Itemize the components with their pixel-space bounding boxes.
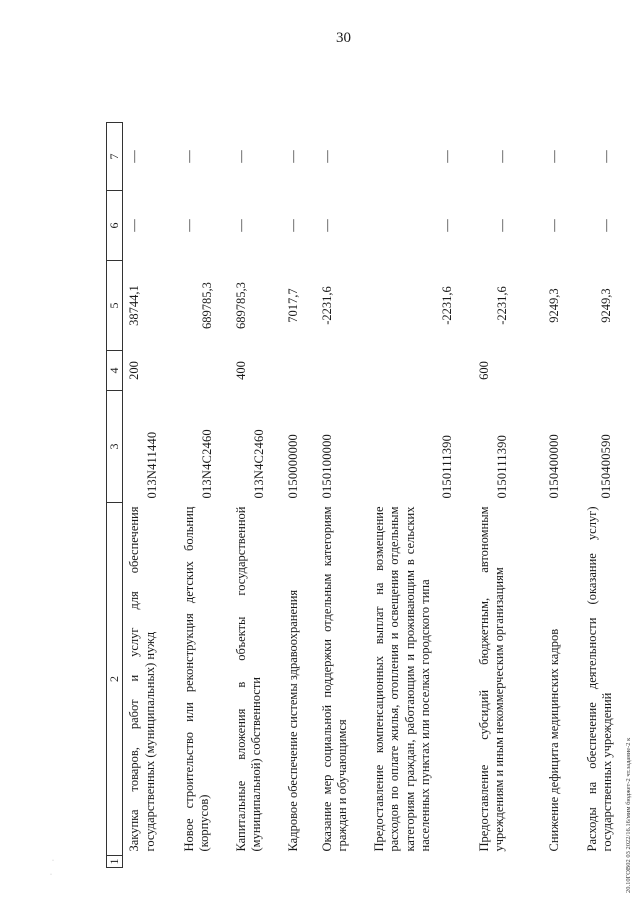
header-col-4: 4 [107, 351, 123, 391]
row-amount: 7017,7 [285, 288, 300, 323]
row-col7: — [285, 150, 300, 163]
row-code: 0150111390 [494, 434, 509, 499]
row-col6: — [285, 219, 300, 232]
row-col6: — [546, 219, 561, 232]
table-row [368, 123, 473, 868]
row-code: 0150111390 [439, 434, 454, 499]
row-name: Предоставление субсидий бюджетным, автономным учреждениям и иным некоммерческим организациям [476, 506, 507, 852]
row-type [282, 351, 316, 391]
table-row [282, 123, 316, 868]
row-amount: 689785,3 [199, 282, 214, 329]
row-code: 013N411440 [145, 431, 159, 499]
row-amount: 689785,3 [233, 282, 248, 329]
header-col-2: 2 [107, 503, 123, 856]
row-name: Оказание мер социальной поддержки отдельным категориям граждан и обучающимся [319, 506, 350, 852]
row-name: Капитальные вложения в объекты государственной (муниципальной) собственности [233, 506, 264, 852]
row-code: 0150400000 [546, 434, 561, 499]
row-col6: — [127, 219, 141, 232]
row-col7: — [494, 150, 509, 163]
row-code: 0150000000 [285, 434, 300, 499]
row-amount: -2231,6 [439, 286, 454, 325]
row-amount: -2231,6 [319, 286, 334, 325]
row-type [316, 351, 368, 391]
row-col6: — [494, 219, 509, 232]
row-col7: — [233, 150, 248, 163]
scan-dot: · [52, 858, 54, 864]
header-col-7: 7 [107, 123, 123, 191]
page-number: 30 [336, 30, 351, 46]
row-code: 0150400590 [598, 434, 613, 499]
row-name: Кадровое обеспечение системы здравоохранения [285, 589, 300, 852]
table-header-row [107, 123, 123, 868]
row-type [178, 351, 230, 391]
table-row [581, 123, 623, 868]
row-name: Расходы на обеспечение деятельности (оказание услуг) государственных учреждений [584, 506, 615, 852]
header-col-3: 3 [107, 391, 123, 503]
header-col-1: 1 [107, 856, 123, 868]
budget-table [106, 122, 623, 868]
table-row [473, 123, 543, 868]
row-col7: — [127, 150, 141, 163]
row-type: 200 [127, 361, 141, 380]
rotated-table-container [106, 123, 615, 868]
row-code: 013N4C2460 [251, 429, 266, 499]
row-col6: — [181, 219, 196, 232]
row-type [581, 351, 623, 391]
row-code: 013N4C2460 [199, 429, 214, 499]
row-col6: — [233, 219, 248, 232]
scan-dot: · [50, 872, 52, 878]
row-name: Закупка товаров, работ и услуг для обеспечения государственных (муниципальных) нужд [127, 506, 157, 852]
row-amount: 9249,3 [598, 288, 613, 323]
row-col7: — [319, 150, 334, 163]
row-name: Снижение дефицита медицинских кадров [546, 628, 561, 852]
table-row [543, 123, 581, 868]
row-amount: -2231,6 [494, 286, 509, 325]
footer-file-code: 20.10ГОВ02 03 2022/16.16/мим бюджет-2 чт.задание-2 к [625, 737, 632, 893]
row-name: Новое строительство или реконструкция детских больниц (корпусов) [181, 506, 212, 852]
row-col7: — [439, 150, 454, 163]
row-col6: — [598, 219, 613, 232]
table-row [123, 123, 178, 868]
row-type [543, 351, 581, 391]
header-col-5: 5 [107, 261, 123, 351]
row-col7: — [598, 150, 613, 163]
row-code: 0150100000 [319, 434, 334, 499]
row-col6: — [439, 219, 454, 232]
row-amount: 9249,3 [546, 288, 561, 323]
table-row [316, 123, 368, 868]
row-type [368, 351, 473, 391]
row-type: 400 [233, 361, 248, 380]
row-type: 600 [476, 361, 491, 380]
header-col-6: 6 [107, 191, 123, 261]
table-row [178, 123, 230, 868]
table-row [230, 123, 282, 868]
row-col6: — [319, 219, 334, 232]
row-col7: — [181, 150, 196, 163]
row-name: Предоставление компенсационных выплат на возмещение расходов по оплате жилья, отопления и освещения отдельным категориям граждан, работающим и проживающим в сельских населенных пунктах или поселках городского типа [371, 506, 433, 852]
row-col7: — [546, 150, 561, 163]
row-amount: 38744,1 [127, 285, 141, 326]
